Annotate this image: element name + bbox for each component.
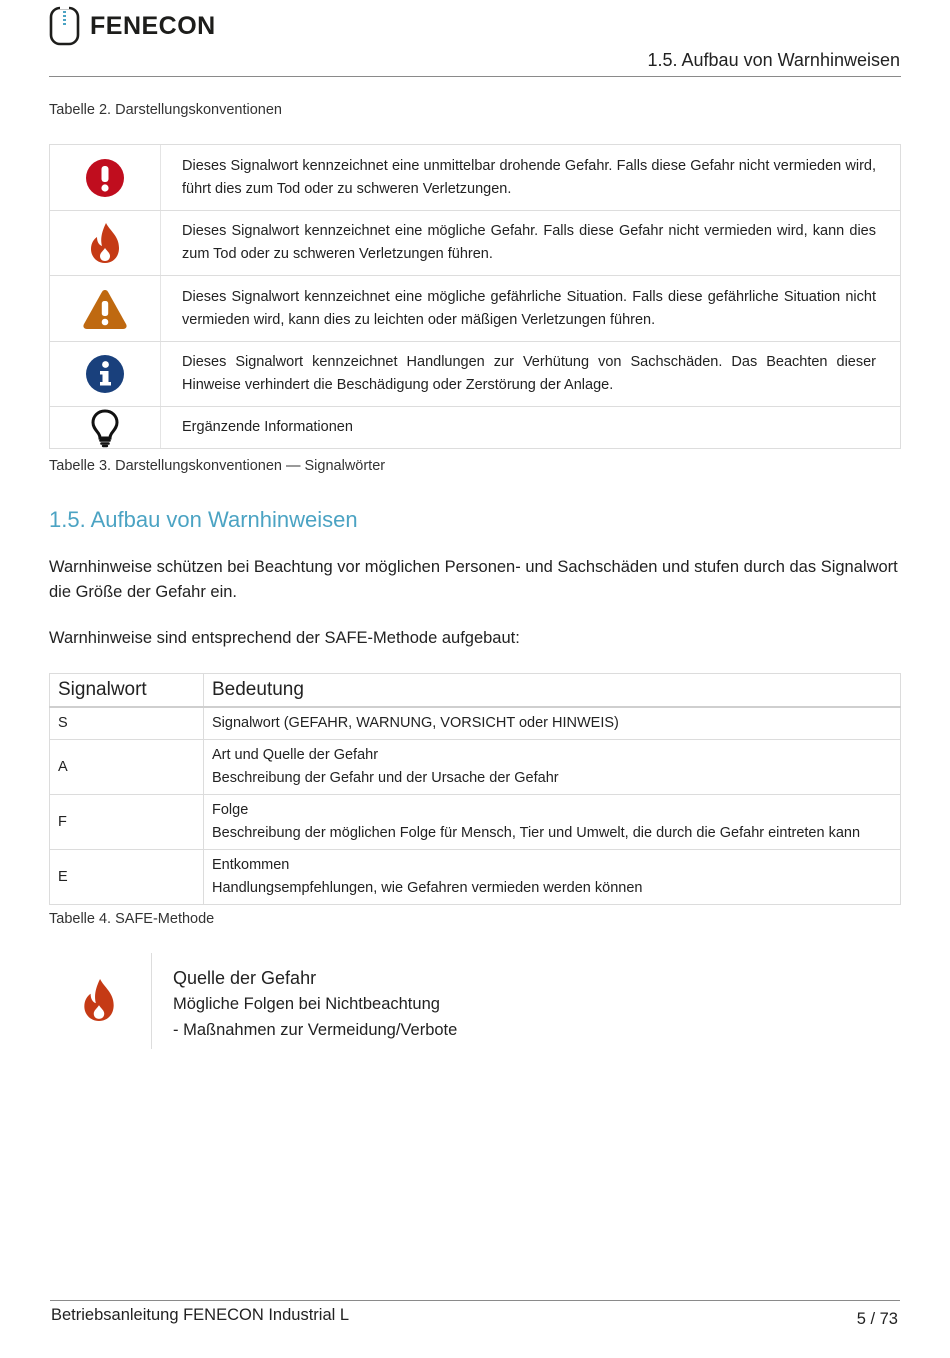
meaning-line: Beschreibung der Gefahr und der Ursache der Gefahr	[212, 770, 559, 786]
warning-consequences: Mögliche Folgen bei Nichtbeachtung	[173, 995, 440, 1013]
flame-icon	[80, 978, 118, 1022]
table-row	[50, 707, 901, 740]
meaning-line: Folge	[212, 802, 249, 818]
column-header: Signalwort	[50, 674, 204, 708]
section-paragraph: Warnhinweise schützen bei Beachtung vor möglichen Personen- und Sachschäden und stufen durch das Signalwort die Größe der Gefahr ein.	[49, 558, 898, 601]
meaning-line: Art und Quelle der Gefahr	[212, 747, 379, 763]
section-heading: 1.5. Aufbau von Warnhinweisen	[49, 507, 358, 532]
warning-title: Quelle der Gefahr	[173, 968, 317, 988]
table-2-caption: Tabelle 2. Darstellungskonventionen	[49, 102, 282, 118]
conventions-table	[49, 144, 901, 449]
signal-letter: S	[50, 707, 204, 740]
warning-example-icon-wrap	[80, 978, 118, 1027]
section-paragraph: Warnhinweise sind entsprechend der SAFE-Methode aufgebaut:	[49, 629, 520, 647]
meaning-line: Signalwort (GEFAHR, WARNUNG, VORSICHT oder HINWEIS)	[212, 715, 619, 731]
table-row	[50, 342, 900, 407]
signal-letter: E	[50, 850, 204, 905]
signal-letter: A	[50, 740, 204, 795]
table-row	[50, 850, 901, 905]
table-row	[50, 740, 901, 795]
safe-method-table	[49, 673, 901, 905]
page-number: 5 / 73	[856, 1310, 898, 1328]
signal-letter: F	[50, 795, 204, 850]
warning-triangle-icon	[82, 288, 128, 330]
table-row	[50, 145, 900, 211]
table-row	[50, 276, 900, 342]
lightbulb-icon	[90, 408, 120, 448]
warning-divider	[151, 953, 152, 1049]
meaning-line: Entkommen	[212, 857, 290, 873]
signal-meaning	[204, 707, 901, 740]
table-header-row	[50, 674, 901, 708]
convention-description: Dieses Signalwort kennzeichnet eine mögliche gefährliche Situation. Falls diese gefährliche Situation nicht vermieden wird, kann dies zu leichten oder mäßigen Verletzungen führen.	[182, 288, 876, 328]
signal-meaning	[204, 795, 901, 850]
warning-measures: - Maßnahmen zur Vermeidung/Verbote	[173, 1021, 458, 1039]
footer-divider	[50, 1300, 900, 1301]
convention-description: Dieses Signalwort kennzeichnet Handlungen zur Verhütung von Sachschäden. Das Beachten dieser Hinweise verhindert die Beschädigung oder Zerstörung der Anlage.	[182, 354, 876, 393]
convention-description: Ergänzende Informationen	[182, 419, 353, 435]
meaning-line: Handlungsempfehlungen, wie Gefahren vermieden werden können	[212, 880, 643, 896]
column-header: Bedeutung	[204, 674, 901, 708]
footer-document-title: Betriebsanleitung FENECON Industrial L	[51, 1306, 350, 1324]
info-icon	[85, 354, 125, 394]
convention-description: Dieses Signalwort kennzeichnet eine mögliche Gefahr. Falls diese Gefahr nicht vermieden wird, kann dies zum Tod oder zu schweren Verletzungen führen.	[182, 223, 876, 262]
table-row	[50, 211, 900, 276]
table-4-caption: Tabelle 4. SAFE-Methode	[49, 911, 215, 927]
running-title: 1.5. Aufbau von Warnhinweisen	[647, 50, 900, 70]
warning-example	[173, 965, 457, 1043]
table-row	[50, 407, 900, 448]
flame-icon	[88, 222, 122, 264]
company-logo	[49, 6, 216, 46]
danger-exclamation-icon	[85, 158, 125, 198]
table-3-caption: Tabelle 3. Darstellungskonventionen — Signalwörter	[49, 458, 386, 474]
fenecon-logo-icon	[49, 6, 80, 46]
meaning-line: Beschreibung der möglichen Folge für Mensch, Tier und Umwelt, die durch die Gefahr eintreten kann	[212, 825, 861, 841]
convention-description: Dieses Signalwort kennzeichnet eine unmittelbar drohende Gefahr. Falls diese Gefahr nicht vermieden wird, führt dies zum Tod oder zu schweren Verletzungen.	[182, 157, 876, 197]
header-divider	[49, 76, 901, 77]
signal-meaning	[204, 740, 901, 795]
signal-meaning	[204, 850, 901, 905]
logo-text: FENECON	[90, 11, 216, 40]
table-row	[50, 795, 901, 850]
